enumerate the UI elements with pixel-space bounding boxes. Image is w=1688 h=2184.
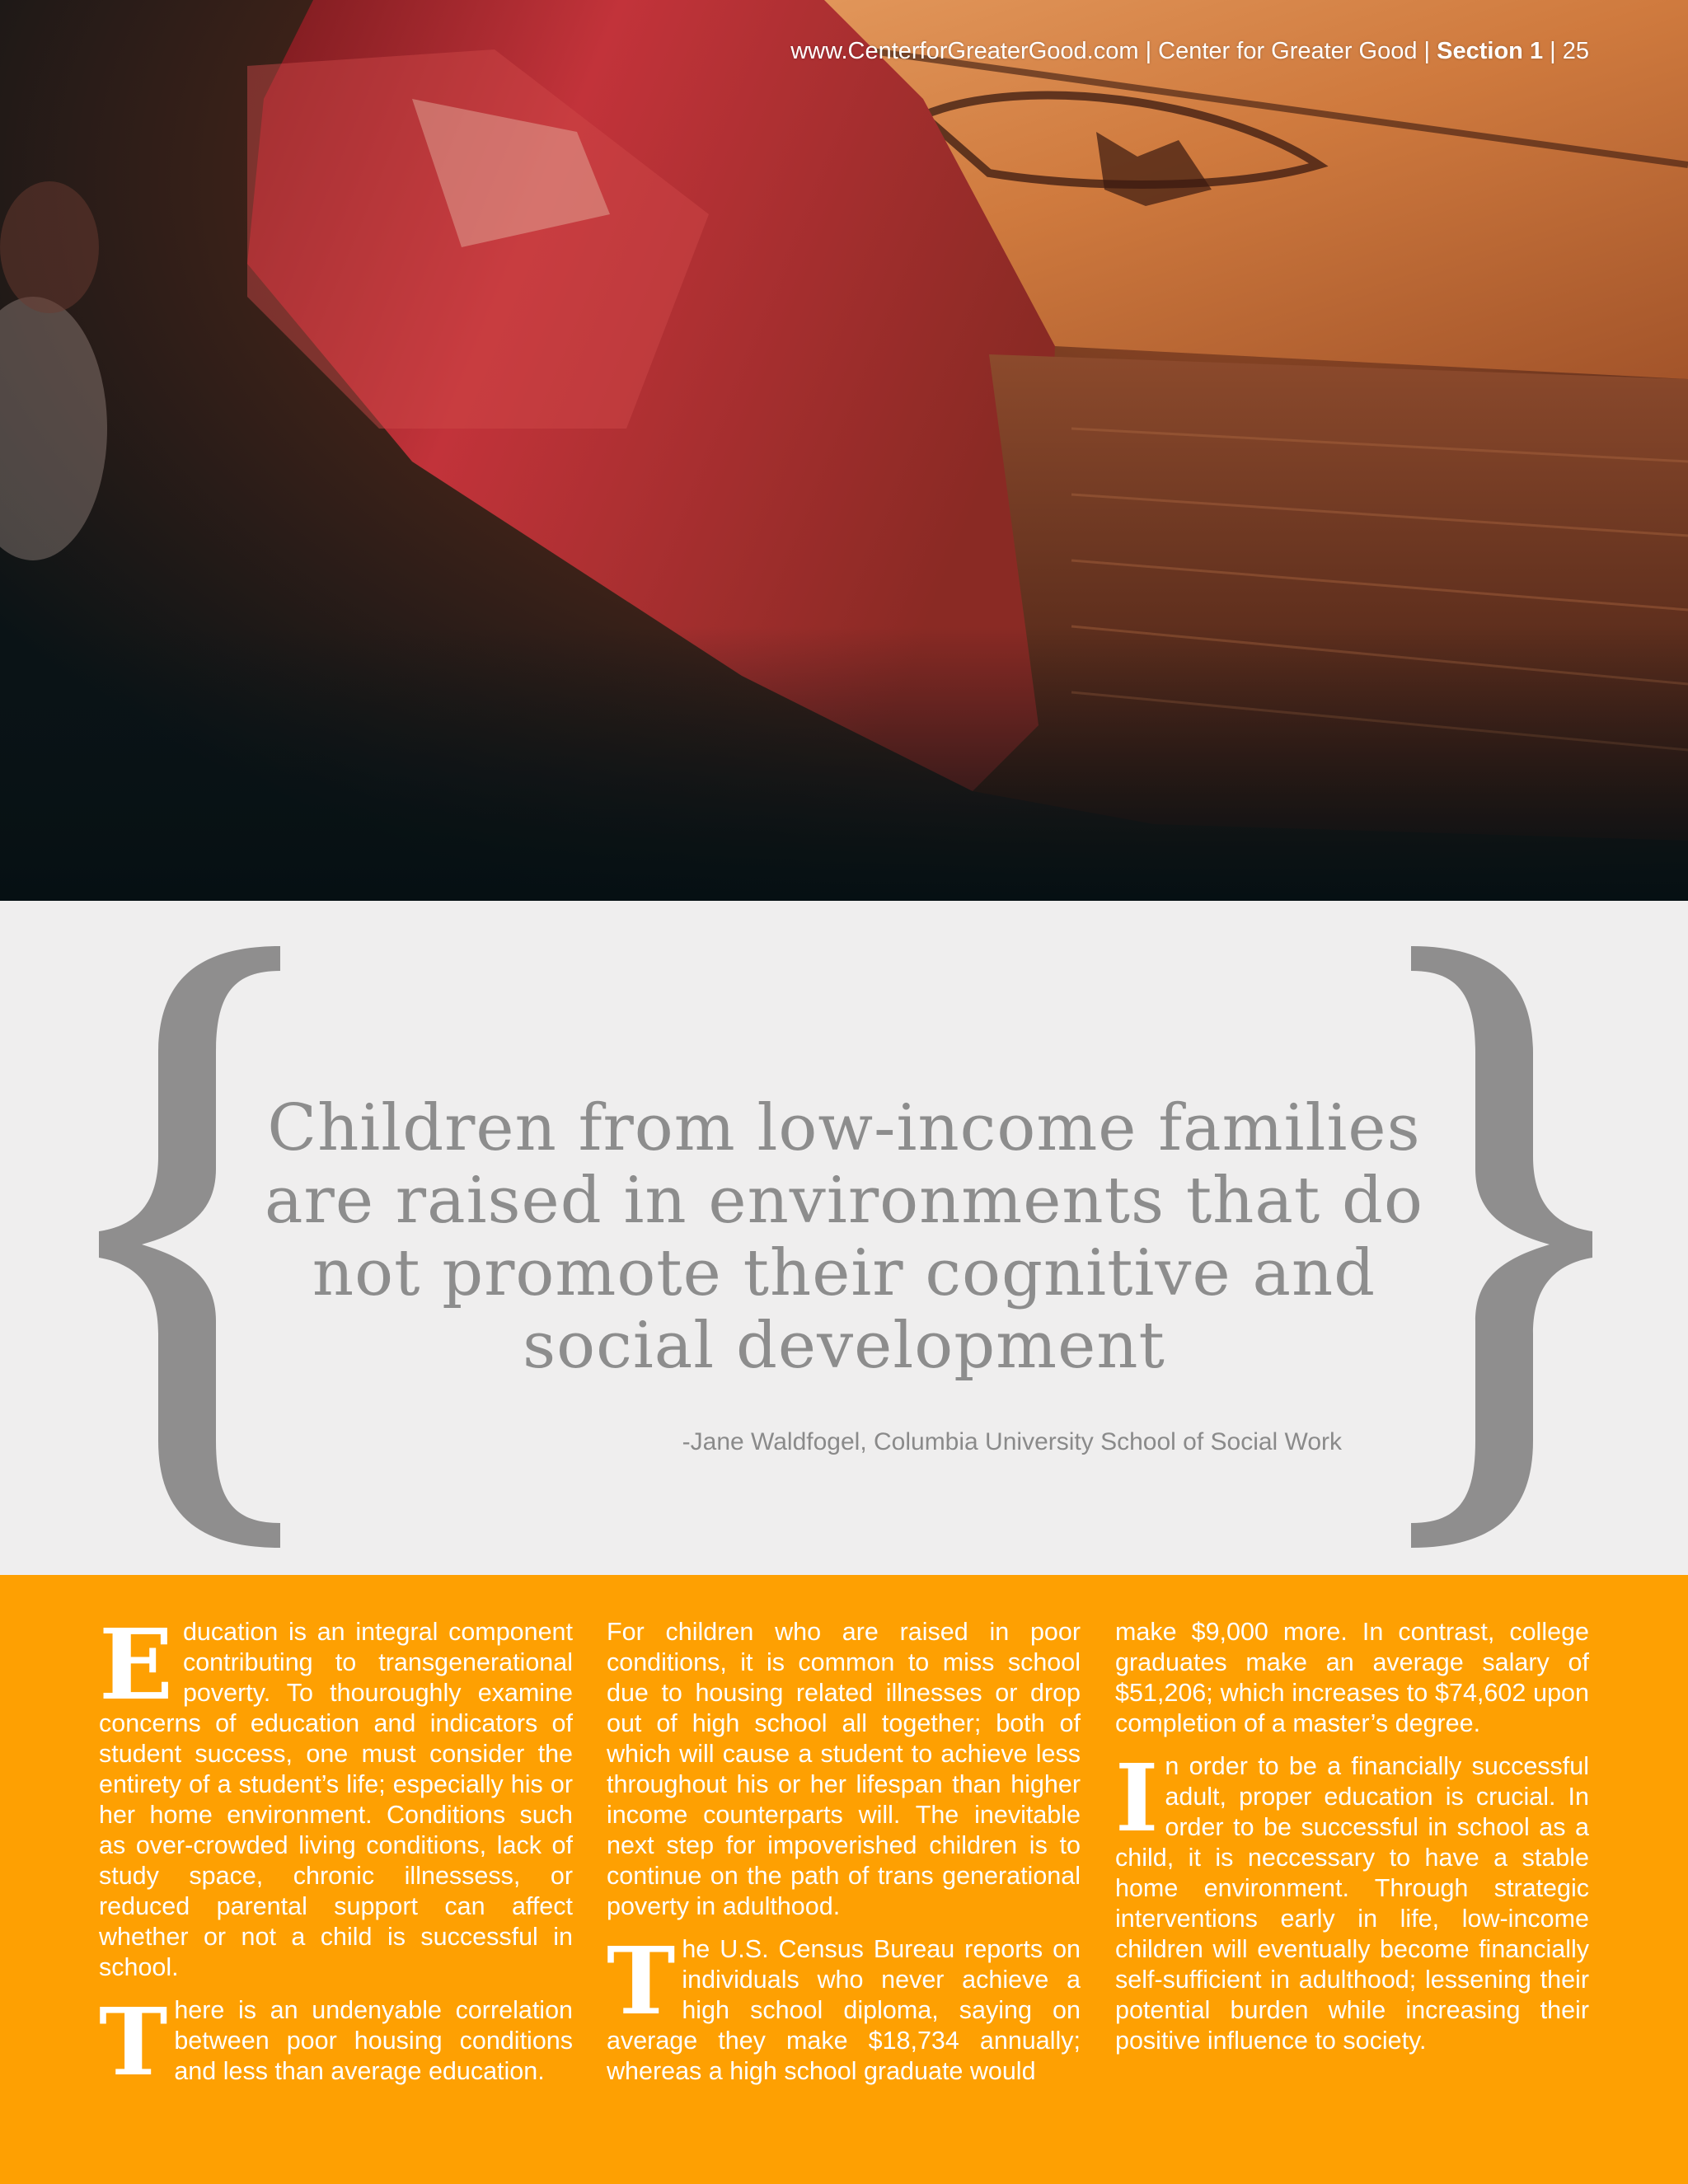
paragraph: [99, 1607, 573, 1983]
paragraph-text: ducation is an integral component contributing to transgenerational poverty. To thouroughly examine concerns of education and indicators of student success, one must consider the entirety of a student’s life; especially his or her home environment. Conditions such as over-crowded living conditions, lack of study space, chronic illnessess, or reduced parental support can affect whether or not a child is successful in school.: [99, 1618, 573, 1981]
paragraph-text: n order to be a financially successful adult, proper education is crucial. In order to be successful in school as a child, it is neccessary to have a stable home environment. Through strategic interventions early in life, low-income children will eventually become financially self-sufficient in adulthood; lessening their potential burden while increasing their positive influence to society.: [1115, 1752, 1589, 2055]
quote-text: Children from low-income families are raised in environments that do not promote their cognitive and social development: [265, 1091, 1423, 1383]
body-columns: [99, 1607, 1589, 2111]
old-book-photo: [0, 0, 1688, 901]
paragraph: [607, 1617, 1081, 1922]
page-number: 25: [1562, 38, 1589, 64]
column-1: [99, 1607, 573, 2099]
paragraph: [1115, 1617, 1589, 1739]
page-header: [790, 38, 1589, 65]
header-separator: |: [1550, 38, 1563, 64]
header-separator: |: [1423, 38, 1437, 64]
paragraph-text: make $9,000 more. In contrast, college graduates make an average salary of $51,206; which increases to $74,602 upon completion of a master’s degree.: [1115, 1618, 1589, 1737]
paragraph-text: For children who are raised in poor conditions, it is common to miss school due to housing related illnesses or drop out of high school all together; both of which will cause a student to achieve less throughout his or her lifespan than higher income counterparts will. The inevitable next step for impoverished children is to continue on the path of trans generational poverty in adulthood.: [607, 1618, 1081, 1920]
paragraph: [1115, 1745, 1589, 2056]
header-separator: |: [1145, 38, 1159, 64]
pull-quote: [0, 901, 1688, 1575]
section-label: Section 1: [1437, 38, 1544, 64]
column-2: [607, 1617, 1081, 2099]
drop-cap: T: [99, 1989, 168, 2097]
drop-cap: T: [607, 1928, 676, 2036]
site-url[interactable]: www.CenterforGreaterGood.com: [790, 38, 1139, 64]
quote-attribution: -Jane Waldfogel, Columbia University School of Social Work: [682, 1428, 1342, 1455]
column-3: [1115, 1617, 1589, 2069]
paragraph: [607, 1928, 1081, 2087]
drop-cap: I: [1115, 1745, 1159, 1853]
paragraph: [99, 1989, 573, 2097]
org-name: Center for Greater Good: [1158, 38, 1418, 64]
paragraph-text: here is an undenyable correlation between poor housing conditions and less than average education.: [174, 1996, 573, 2085]
hero-image: [0, 0, 1688, 901]
paragraph-text: he U.S. Census Bureau reports on individuals who never achieve a high school diploma, saying on average they make $18,734 annually; whereas a high school graduate would: [607, 1935, 1081, 2085]
drop-cap: E: [99, 1607, 173, 1722]
